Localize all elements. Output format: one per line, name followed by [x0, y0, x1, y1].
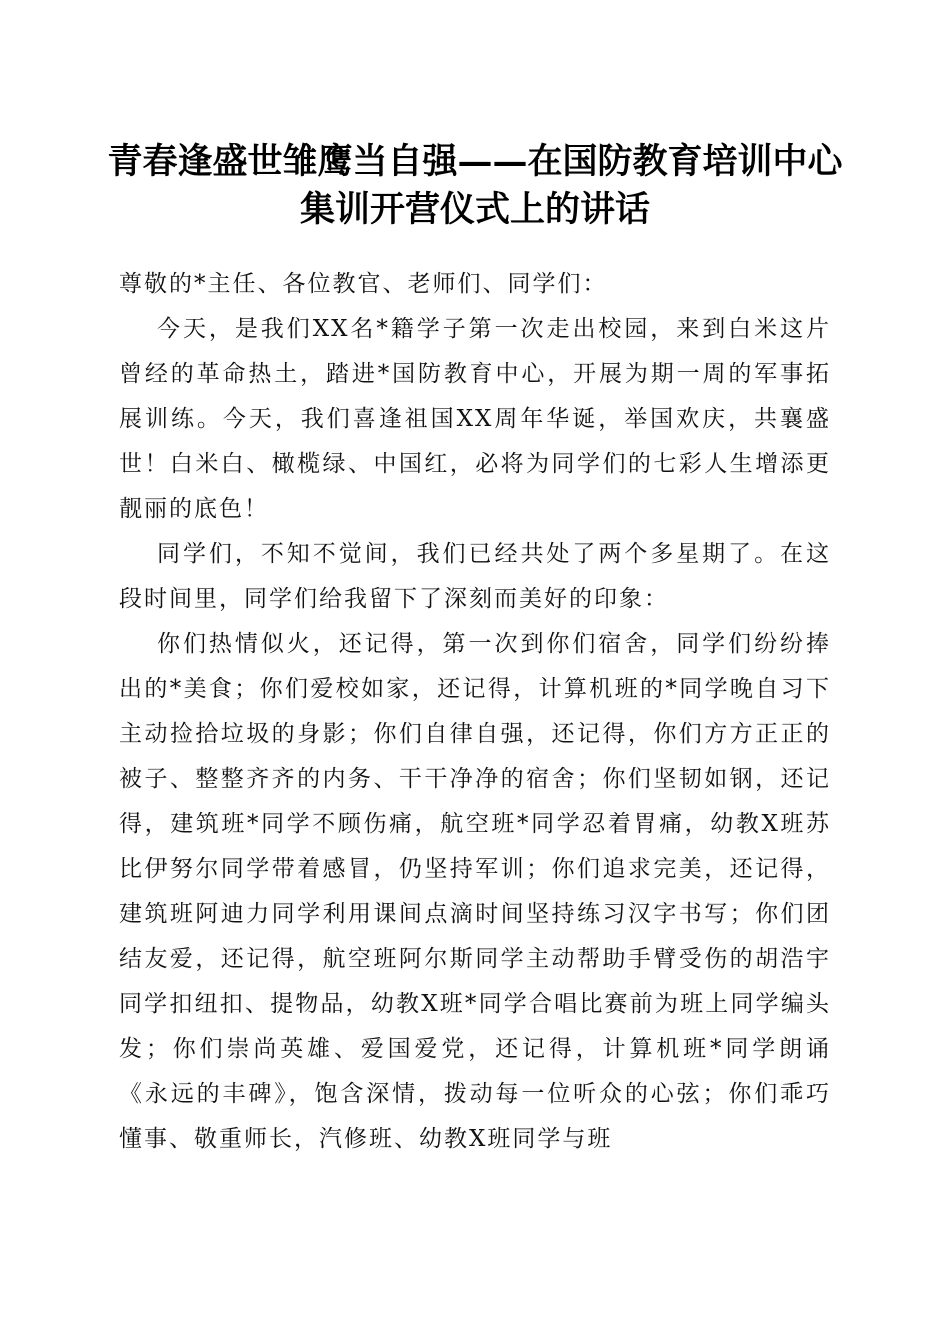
paragraph: 你们热情似火，还记得，第一次到你们宿舍，同学们纷纷捧出的*美食；你们爱校如家，还记得，计算机班的*同学晚自习下主动捡拾垃圾的身影；你们自律自强，还记得，你们方方正正的被子、整整齐齐的内务、干干净净的宿舍；你们坚韧如钢，还记得，建筑班*同学不顾伤痛，航空班*同学忍着胃痛，幼教X班苏比伊努尔同学带着感冒，仍坚持军训；你们追求完美，还记得，建筑班阿迪力同学利用课间点滴时间坚持练习汉字书写；你们团结友爱，还记得，航空班阿尔斯同学主动帮助手臂受伤的胡浩宇同学扣纽扣、提物品，幼教X班*同学合唱比赛前为班上同学编头发；你们崇尚英雄、爱国爱党，还记得，计算机班*同学朗诵《永远的丰碑》，饱含深情，拨动每一位听众的心弦；你们乖巧懂事、敬重师长，汽修班、幼教X班同学与班	[119, 631, 831, 1152]
paragraph: 同学们，不知不觉间，我们已经共处了两个多星期了。在这段时间里，同学们给我留下了深刻而美好的印象：	[119, 541, 831, 612]
document-body	[119, 262, 831, 1162]
document-title: 青春逢盛世雏鹰当自强——在国防教育培训中心集训开营仪式上的讲话	[107, 141, 843, 230]
salutation: 尊敬的*主任、各位教官、老师们、同学们：	[119, 271, 608, 297]
paragraph: 今天，是我们XX名*籍学子第一次走出校园，来到白米这片曾经的革命热土，踏进*国防教育中心，开展为期一周的军事拓展训练。今天，我们喜逢祖国XX周年华诞，举国欢庆，共襄盛世！白米白、橄榄绿、中国红，必将为同学们的七彩人生增添更靓丽的底色！	[119, 316, 831, 522]
